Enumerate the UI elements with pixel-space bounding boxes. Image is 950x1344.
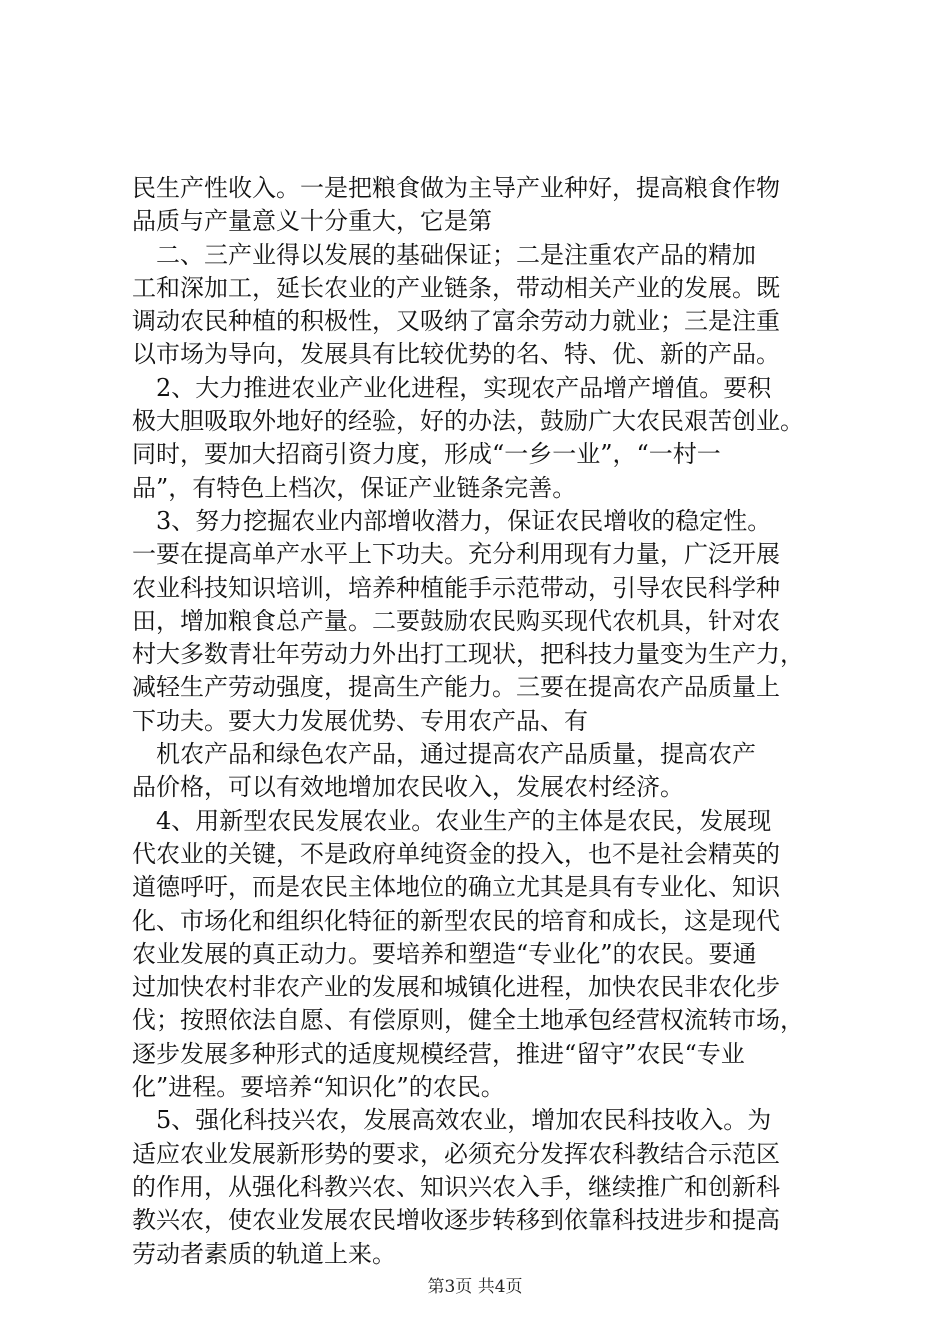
text-line: 品价格，可以有效地增加农民收入，发展农村经济。 (132, 773, 684, 802)
text-line: 极大胆吸取外地好的经验，好的办法，鼓励广大农民艰苦创业。 (132, 407, 804, 436)
text-line: 道德呼吁，而是农民主体地位的确立尤其是具有专业化、知识 (132, 873, 780, 902)
text-line: 同时，要加大招商引资力度，形成“一乡一业”，“一村一 (132, 440, 721, 469)
text-line: 品质与产量意义十分重大，它是第 (132, 207, 492, 236)
text-line: 5、强化科技兴农，发展高效农业，增加农民科技收入。为 (132, 1106, 772, 1135)
text-line: 民生产性收入。一是把粮食做为主导产业种好，提高粮食作物 (132, 174, 780, 202)
text-line: 村大多数青壮年劳动力外出打工现状，把科技力量变为生产力， (132, 640, 804, 669)
text-line: 逐步发展多种形式的适度规模经营，推进“留守”农民“专业 (132, 1039, 745, 1068)
text-line: 过加快农村非农产业的发展和城镇化进程，加快农民非农化步 (132, 973, 780, 1002)
text-line: 工和深加工，延长农业的产业链条，带动相关产业的发展。既 (132, 273, 780, 302)
text-line: 品”，有特色上档次，保证产业链条完善。 (132, 473, 577, 502)
text-line: 农业科技知识培训，培养种植能手示范带动，引导农民科学种 (132, 573, 780, 602)
text-line: 化”进程。要培养“知识化”的农民。 (132, 1073, 505, 1102)
text-line: 3、努力挖掘农业内部增收潜力，保证农民增收的稳定性。 (132, 506, 772, 535)
text-line: 化、市场化和组织化特征的新型农民的培育和成长，这是现代 (132, 906, 780, 935)
text-line: 代农业的关键，不是政府单纯资金的投入，也不是社会精英的 (132, 839, 780, 868)
text-line: 以市场为导向，发展具有比较优势的名、特、优、新的产品。 (132, 340, 780, 369)
text-line: 下功夫。要大力发展优势、专用农产品、有 (132, 706, 588, 735)
text-line: 的作用，从强化科教兴农、知识兴农入手，继续推广和创新科 (132, 1172, 780, 1201)
text-line: 农业发展的真正动力。要培养和塑造“专业化”的农民。要通 (132, 939, 757, 968)
text-line: 二、三产业得以发展的基础保证；二是注重农产品的精加 (132, 240, 756, 269)
page-number-footer: 第3页 共4页 (427, 1277, 523, 1297)
text-line: 机农产品和绿色农产品，通过提高农产品质量，提高农产 (132, 740, 756, 769)
text-line: 调动农民种植的积极性，又吸纳了富余劳动力就业；三是注重 (132, 307, 780, 336)
text-line: 一要在提高单产水平上下功夫。充分利用现有力量，广泛开展 (132, 540, 780, 569)
text-line: 减轻生产劳动强度，提高生产能力。三要在提高农产品质量上 (132, 673, 780, 702)
text-line: 田，增加粮食总产量。二要鼓励农民购买现代农机具，针对农 (132, 606, 780, 635)
document-body (132, 172, 832, 1271)
text-line: 伐；按照依法自愿、有偿原则，健全土地承包经营权流转市场， (132, 1006, 804, 1035)
text-line: 教兴农，使农业发展农民增收逐步转移到依靠科技进步和提高 (132, 1206, 780, 1235)
text-line: 4、用新型农民发展农业。农业生产的主体是农民，发展现 (132, 806, 772, 835)
text-line: 劳动者素质的轨道上来。 (132, 1239, 396, 1268)
text-line: 适应农业发展新形势的要求，必须充分发挥农科教结合示范区 (132, 1139, 780, 1168)
text-line: 2、大力推进农业产业化进程，实现农产品增产增值。要积 (132, 373, 772, 402)
